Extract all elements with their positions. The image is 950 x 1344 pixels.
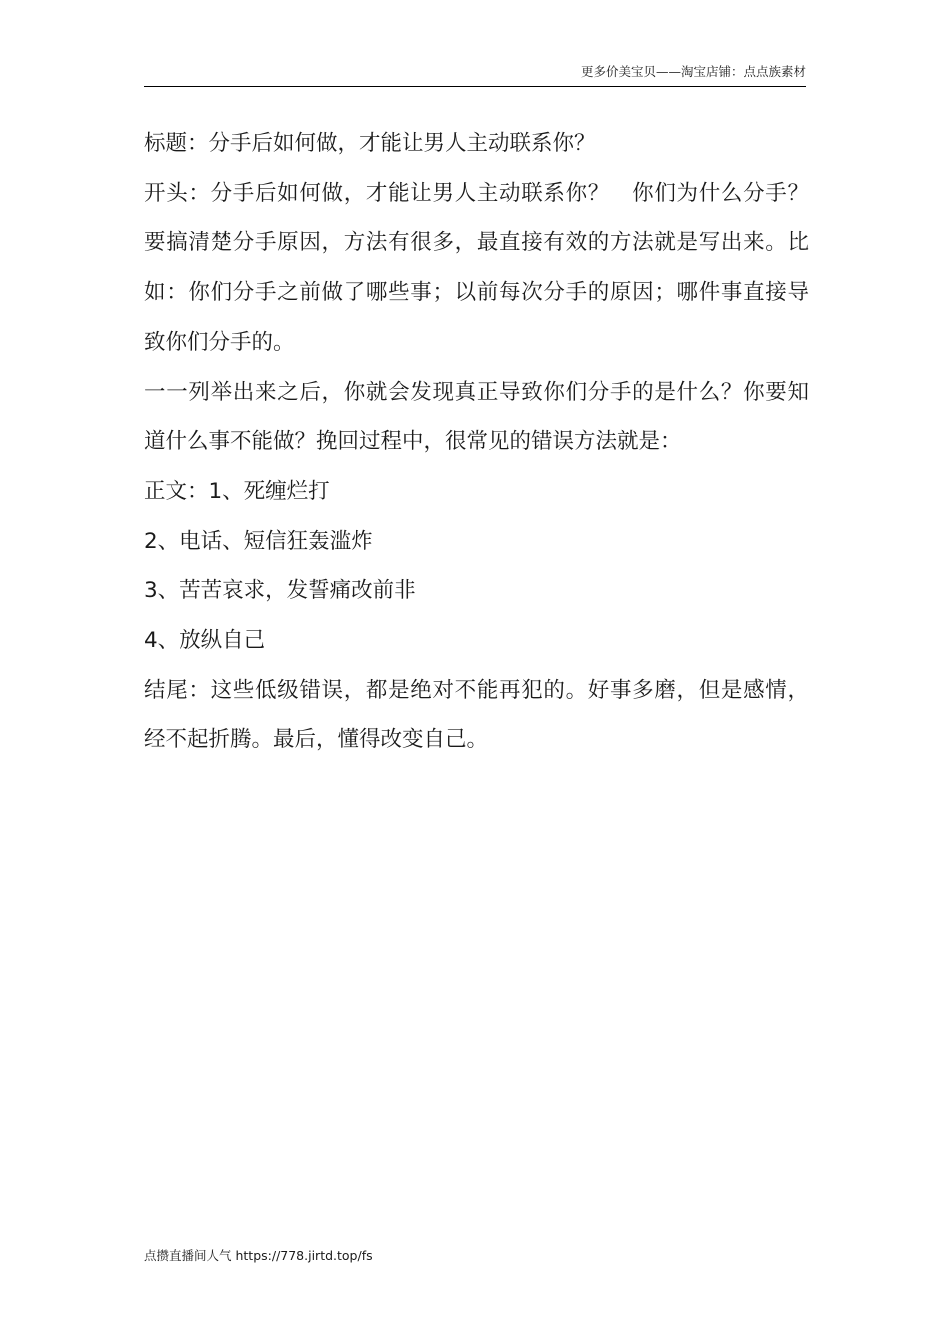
page-header <box>144 62 806 87</box>
list-item-3: 3、苦苦哀求，发誓痛改前非 <box>144 578 416 604</box>
list-item-2: 2、电话、短信狂轰滥炸 <box>144 528 373 554</box>
list-item-4: 4、放纵自己 <box>144 628 266 654</box>
intro-continued-paragraph: 一一列举出来之后，你就会发现真正导致你们分手的是什么？你要知道什么事不能做？挽回过程中，很常见的错误方法就是： <box>144 379 809 455</box>
conclusion-paragraph: 结尾：这些低级错误，都是绝对不能再犯的。好事多磨，但是感情，经不起折腾。最后，懂得改变自己。 <box>144 677 809 753</box>
page-footer: 点攒直播间人气 https://778.jirtd.top/fs <box>144 1248 373 1263</box>
title-paragraph: 标题：分手后如何做，才能让男人主动联系你？ <box>144 131 596 156</box>
document-body <box>144 119 809 765</box>
intro-paragraph: 开头：分手后如何做，才能让男人主动联系你？ 你们为什么分手？要搞清楚分手原因，方法有很多，最直接有效的方法就是写出来。比如：你们分手之前做了哪些事；以前每次分手的原因；哪件事直接导致你们分手的。 <box>144 180 809 355</box>
list-item-1: 正文：1、死缠烂打 <box>144 478 330 504</box>
header-text: 更多价美宝贝——淘宝店铺：点点族素材 <box>580 64 806 79</box>
